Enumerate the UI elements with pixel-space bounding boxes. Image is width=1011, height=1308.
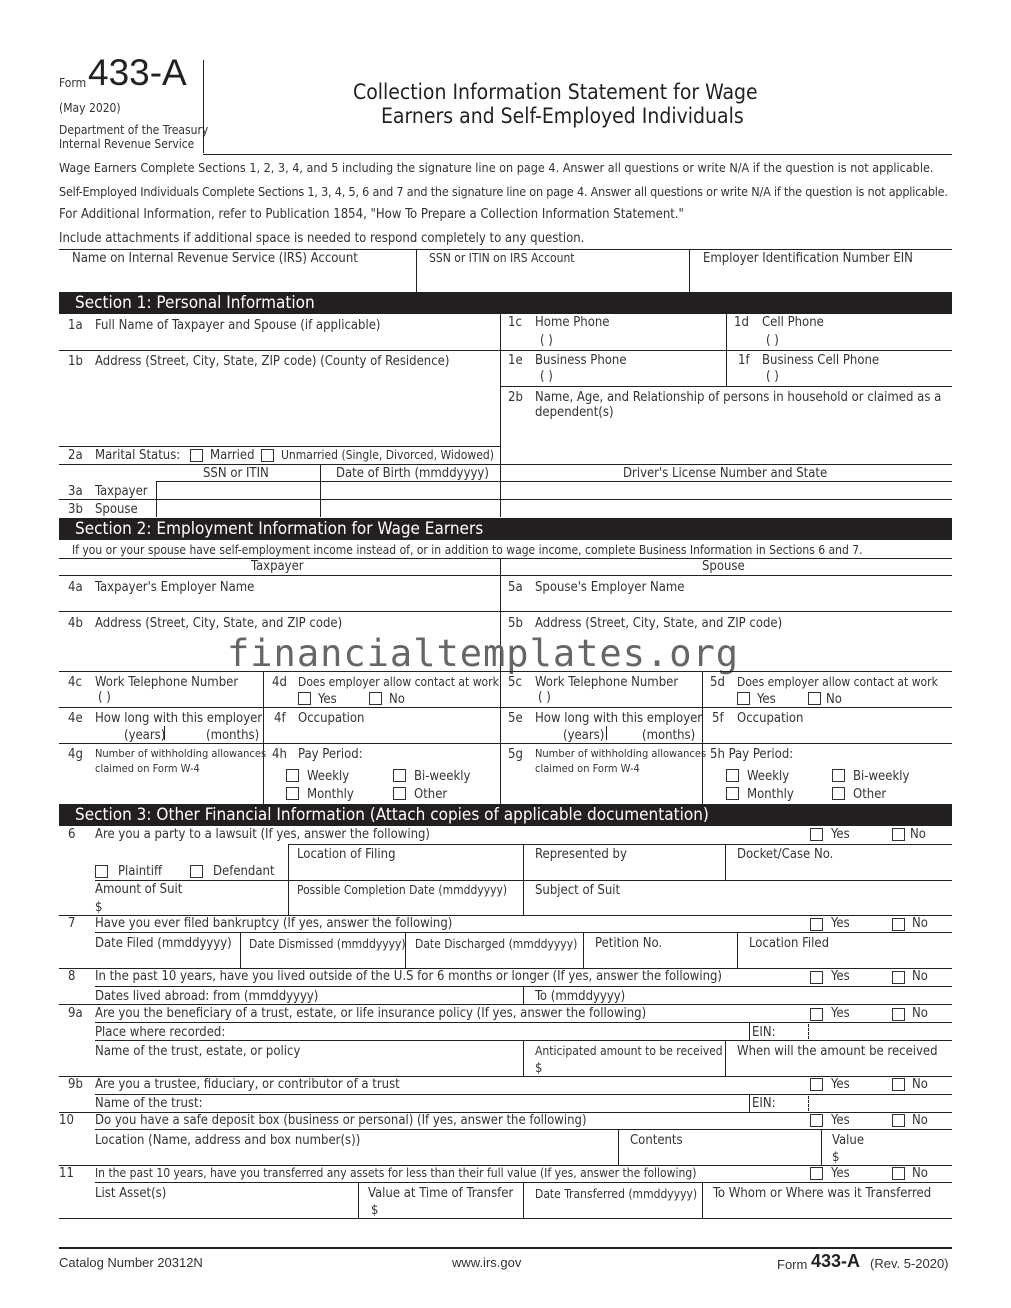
other-label: Other <box>853 787 887 802</box>
section-3-header: Section 3: Other Financial Information (Attach copies of applicable documentation) <box>59 804 952 826</box>
spouse-contact-no-checkbox[interactable] <box>808 692 821 705</box>
amount-of-suit-label: Amount of Suit <box>95 882 183 897</box>
section-2-header: Section 2: Employment Information for Wage Earners <box>59 518 952 540</box>
dollar-sign: $ <box>371 1203 379 1218</box>
item-number: 8 <box>68 969 76 984</box>
dept-irs: Internal Revenue Service <box>59 137 195 151</box>
item-number: 11 <box>59 1166 74 1181</box>
spouse-pay-period-label: 5h Pay Period: <box>710 747 794 762</box>
item-number: 5d <box>710 675 725 690</box>
to-whom-label: To Whom or Where was it Transferred <box>713 1186 932 1201</box>
yes-label: Yes <box>318 692 337 707</box>
item-number: 3b <box>68 502 83 517</box>
spouse-work-phone-label: Work Telephone Number <box>535 675 679 690</box>
drivers-license-header: Driver's License Number and State <box>623 466 828 481</box>
spouse-allowances-label-2: claimed on Form W-4 <box>535 762 640 775</box>
item-number: 4d <box>272 675 287 690</box>
spouse-contact-yes-checkbox[interactable] <box>737 692 750 705</box>
attachments-note: Include attachments if additional space is needed to respond completely to any question. <box>59 231 585 246</box>
weekly-label: Weekly <box>747 769 790 784</box>
item-number: 5b <box>508 616 523 631</box>
item-number: 4a <box>68 580 83 595</box>
no-label: No <box>912 969 928 984</box>
safe-deposit-yes-checkbox[interactable] <box>810 1114 823 1127</box>
taxpayer-column-header: Taxpayer <box>251 559 304 574</box>
plaintiff-label: Plaintiff <box>118 864 163 879</box>
when-received-label: When will the amount be received <box>737 1044 938 1059</box>
phone-paren: ( ) <box>766 369 779 384</box>
trustee-question: Are you a trustee, fiduciary, or contributor of a trust <box>95 1077 400 1092</box>
yes-label: Yes <box>831 1166 850 1181</box>
item-number: 1c <box>508 315 522 330</box>
item-number: 1a <box>68 318 83 333</box>
item-number: 5c <box>508 675 522 690</box>
taxpayer-occupation-label: Occupation <box>298 711 365 726</box>
taxpayer-contact-no-checkbox[interactable] <box>369 692 382 705</box>
marital-status-label: Marital Status: <box>95 448 181 463</box>
yes-label: Yes <box>831 969 850 984</box>
transfer-yes-checkbox[interactable] <box>810 1167 823 1180</box>
location-of-filing-label: Location of Filing <box>297 847 396 862</box>
item-number: 4e <box>68 711 83 726</box>
box-location-label: Location (Name, address and box number(s)) <box>95 1133 361 1148</box>
taxpayer-contact-label: Does employer allow contact at work <box>298 675 499 689</box>
lawsuit-no-checkbox[interactable] <box>892 828 905 841</box>
item-number: 2a <box>68 448 83 463</box>
spouse-employer-label: Spouse's Employer Name <box>535 580 685 595</box>
item-number: 10 <box>59 1113 74 1128</box>
item-number: 4f <box>274 711 286 726</box>
phone-paren: ( ) <box>538 690 551 705</box>
months-label: (months) <box>206 728 260 743</box>
taxpayer-work-phone-label: Work Telephone Number <box>95 675 239 690</box>
yes-label: Yes <box>831 1006 850 1021</box>
lawsuit-question: Are you a party to a lawsuit (If yes, answer the following) <box>95 827 430 842</box>
yes-label: Yes <box>831 1113 850 1128</box>
represented-by-label: Represented by <box>535 847 627 862</box>
completion-date-label: Possible Completion Date (mmddyyyy) <box>297 883 508 897</box>
household-label: Name, Age, and Relationship of persons in household or claimed as a <box>535 390 942 405</box>
address-label: Address (Street, City, State, ZIP code) (County of Residence) <box>95 354 450 369</box>
unmarried-label: Unmarried (Single, Divorced, Widowed) <box>281 448 494 462</box>
dollar-sign: $ <box>95 900 103 915</box>
transferred-assets-question: In the past 10 years, have you transferred any assets for less than their full value (If yes, answer the following) <box>95 1166 697 1180</box>
taxpayer-how-long-label: How long with this employer <box>95 711 263 726</box>
married-checkbox[interactable] <box>190 449 203 462</box>
trust-name-label: Name of the trust, estate, or policy <box>95 1044 301 1059</box>
item-number: 4b <box>68 616 83 631</box>
weekly-label: Weekly <box>307 769 350 784</box>
defendant-label: Defendant <box>213 864 275 879</box>
item-number: 1f <box>738 353 750 368</box>
item-number: 5g <box>508 747 523 762</box>
subject-of-suit-label: Subject of Suit <box>535 883 621 898</box>
watermark-text: financialtemplates.org <box>227 632 740 675</box>
phone-paren: ( ) <box>540 333 553 348</box>
home-phone-label: Home Phone <box>535 315 610 330</box>
beneficiary-yes-checkbox[interactable] <box>810 1008 823 1021</box>
ssn-on-account-label: SSN or ITIN on IRS Account <box>429 251 575 265</box>
transfer-no-checkbox[interactable] <box>892 1167 905 1180</box>
business-cell-phone-label: Business Cell Phone <box>762 353 880 368</box>
phone-paren: ( ) <box>540 369 553 384</box>
biweekly-label: Bi-weekly <box>853 769 910 784</box>
to-date-label: To (mmddyyyy) <box>535 989 626 1004</box>
item-number: 4c <box>68 675 82 690</box>
self-employed-instruction: Self-Employed Individuals Complete Sections 1, 3, 4, 5, 6 and 7 and the signature line on page 4. Answer all questions or write N/A if the question is not applicable. <box>59 184 948 199</box>
yes-label: Yes <box>757 692 776 707</box>
value-transfer-label: Value at Time of Transfer <box>368 1186 514 1201</box>
petition-no-label: Petition No. <box>595 936 663 951</box>
beneficiary-question: Are you the beneficiary of a trust, estate, or life insurance policy (If yes, answer the following) <box>95 1006 647 1021</box>
bankruptcy-yes-checkbox[interactable] <box>810 918 823 931</box>
yes-label: Yes <box>831 827 850 842</box>
footer-form-number: 433-A <box>811 1251 861 1271</box>
other-label: Other <box>414 787 448 802</box>
monthly-label: Monthly <box>747 787 794 802</box>
item-number: 7 <box>68 916 76 931</box>
no-label: No <box>826 692 842 707</box>
spouse-weekly-checkbox[interactable] <box>726 769 739 782</box>
form-number: 433-A <box>88 52 187 93</box>
full-name-label: Full Name of Taxpayer and Spouse (if applicable) <box>95 318 381 333</box>
form-title-line1: Collection Information Statement for Wage <box>353 80 758 104</box>
phone-paren: ( ) <box>98 690 111 705</box>
form-label: Form <box>59 76 87 90</box>
additional-info: For Additional Information, refer to Publication 1854, "How To Prepare a Collection Information Statement." <box>59 207 684 222</box>
catalog-number: Catalog Number 20312N <box>59 1255 203 1270</box>
item-number: 4g <box>68 747 83 762</box>
taxpayer-biweekly-checkbox[interactable] <box>393 769 406 782</box>
taxpayer-monthly-checkbox[interactable] <box>286 787 299 800</box>
yes-label: Yes <box>831 1077 850 1092</box>
phone-paren: ( ) <box>766 333 779 348</box>
spouse-other-checkbox[interactable] <box>832 787 845 800</box>
lived-abroad-question: In the past 10 years, have you lived outside of the U.S for 6 months or longer (If yes, answer the following) <box>95 969 722 984</box>
bankruptcy-question: Have you ever filed bankruptcy (If yes, answer the following) <box>95 916 453 931</box>
abroad-yes-checkbox[interactable] <box>810 971 823 984</box>
place-recorded-label: Place where recorded: <box>95 1025 226 1040</box>
wage-earners-instruction: Wage Earners Complete Sections 1, 2, 3, 4, and 5 including the signature line on page 4. Answer all questions or write N/A if the question is not applicable. <box>59 160 934 175</box>
spouse-how-long-label: How long with this employer <box>535 711 703 726</box>
no-label: No <box>389 692 405 707</box>
form-title-line2: Earners and Self-Employed Individuals <box>381 104 744 128</box>
cell-phone-label: Cell Phone <box>762 315 824 330</box>
abroad-no-checkbox[interactable] <box>892 971 905 984</box>
beneficiary-no-checkbox[interactable] <box>892 1008 905 1021</box>
ssn-itin-header: SSN or ITIN <box>203 466 269 481</box>
taxpayer-contact-yes-checkbox[interactable] <box>298 692 311 705</box>
dollar-sign: $ <box>535 1061 543 1076</box>
spouse-address-label: Address (Street, City, State, and ZIP code) <box>535 616 783 631</box>
docket-label: Docket/Case No. <box>737 847 834 862</box>
self-employment-note: If you or your spouse have self-employment income instead of, or in addition to wage income, complete Business Information in Sections 6 and 7. <box>72 543 863 557</box>
item-number: 5f <box>712 711 724 726</box>
no-label: No <box>912 1113 928 1128</box>
business-phone-label: Business Phone <box>535 353 627 368</box>
dollar-sign: $ <box>832 1150 840 1165</box>
ein-label: Employer Identification Number EIN <box>703 251 913 266</box>
item-number: 1e <box>508 353 523 368</box>
unmarried-checkbox[interactable] <box>261 449 274 462</box>
date-dismissed-label: Date Dismissed (mmddyyyy) <box>249 937 406 951</box>
section-1-header: Section 1: Personal Information <box>59 292 952 314</box>
ein-9a-label: EIN: <box>752 1025 776 1040</box>
taxpayer-address-label: Address (Street, City, State, and ZIP code) <box>95 616 343 631</box>
item-number: 9b <box>68 1077 83 1092</box>
taxpayer-weekly-checkbox[interactable] <box>286 769 299 782</box>
contents-label: Contents <box>630 1133 683 1148</box>
married-label: Married <box>210 448 255 463</box>
spouse-monthly-checkbox[interactable] <box>726 787 739 800</box>
taxpayer-employer-label: Taxpayer's Employer Name <box>95 580 255 595</box>
taxpayer-other-checkbox[interactable] <box>393 787 406 800</box>
item-number: 1b <box>68 354 83 369</box>
item-number: 1d <box>734 315 749 330</box>
date-discharged-label: Date Discharged (mmddyyyy) <box>415 937 578 951</box>
years-label: (years) <box>563 728 605 743</box>
anticipated-amount-label: Anticipated amount to be received <box>535 1044 723 1058</box>
ein-9b-label: EIN: <box>752 1096 776 1111</box>
spouse-biweekly-checkbox[interactable] <box>832 769 845 782</box>
date-transferred-label: Date Transferred (mmddyyyy) <box>535 1187 698 1201</box>
biweekly-label: Bi-weekly <box>414 769 471 784</box>
list-assets-label: List Asset(s) <box>95 1186 167 1201</box>
no-label: No <box>912 1166 928 1181</box>
defendant-checkbox[interactable] <box>190 865 203 878</box>
lawsuit-yes-checkbox[interactable] <box>810 828 823 841</box>
no-label: No <box>912 1077 928 1092</box>
spouse-allowances-label: Number of withholding allowances <box>535 747 707 760</box>
item-number: 5e <box>508 711 523 726</box>
safe-deposit-question: Do you have a safe deposit box (business or personal) (If yes, answer the following) <box>95 1113 587 1128</box>
item-number: 5a <box>508 580 523 595</box>
trustee-yes-checkbox[interactable] <box>810 1078 823 1091</box>
irs-website-link[interactable]: www.irs.gov <box>452 1255 522 1270</box>
household-label-2: dependent(s) <box>535 405 614 420</box>
item-number: 9a <box>68 1006 83 1021</box>
taxpayer-allowances-label-2: claimed on Form W-4 <box>95 762 200 775</box>
spouse-column-header: Spouse <box>702 559 745 574</box>
no-label: No <box>912 916 928 931</box>
yes-label: Yes <box>831 916 850 931</box>
date-filed-label: Date Filed (mmddyyyy) <box>95 936 232 951</box>
item-number: 3a <box>68 484 83 499</box>
dept-treasury: Department of the Treasury <box>59 123 209 137</box>
spouse-occupation-label: Occupation <box>737 711 804 726</box>
dates-abroad-label: Dates lived abroad: from (mmddyyyy) <box>95 989 319 1004</box>
no-label: No <box>912 1006 928 1021</box>
months-label: (months) <box>642 728 696 743</box>
monthly-label: Monthly <box>307 787 354 802</box>
years-label: (years) <box>124 728 166 743</box>
bankruptcy-no-checkbox[interactable] <box>892 918 905 931</box>
taxpayer-pay-period-label: Pay Period: <box>298 747 363 762</box>
spouse-row-label: Spouse <box>95 502 138 517</box>
no-label: No <box>910 827 926 842</box>
spouse-contact-label: Does employer allow contact at work <box>737 675 938 689</box>
trustee-no-checkbox[interactable] <box>892 1078 905 1091</box>
item-number: 2b <box>508 390 523 405</box>
footer-form-label: Form <box>777 1257 808 1272</box>
trust-name-9b-label: Name of the trust: <box>95 1096 203 1111</box>
item-number: 4h <box>272 747 287 762</box>
plaintiff-checkbox[interactable] <box>95 865 108 878</box>
name-on-irs-account-label: Name on Internal Revenue Service (IRS) Account <box>72 251 358 266</box>
taxpayer-row-label: Taxpayer <box>95 484 148 499</box>
value-label: Value <box>832 1133 865 1148</box>
revision-date: (Rev. 5-2020) <box>870 1256 949 1271</box>
form-date: (May 2020) <box>59 101 121 115</box>
safe-deposit-no-checkbox[interactable] <box>892 1114 905 1127</box>
taxpayer-allowances-label: Number of withholding allowances <box>95 747 267 760</box>
dob-header: Date of Birth (mmddyyyy) <box>336 466 489 481</box>
location-filed-label: Location Filed <box>749 936 830 951</box>
item-number: 6 <box>68 827 76 842</box>
